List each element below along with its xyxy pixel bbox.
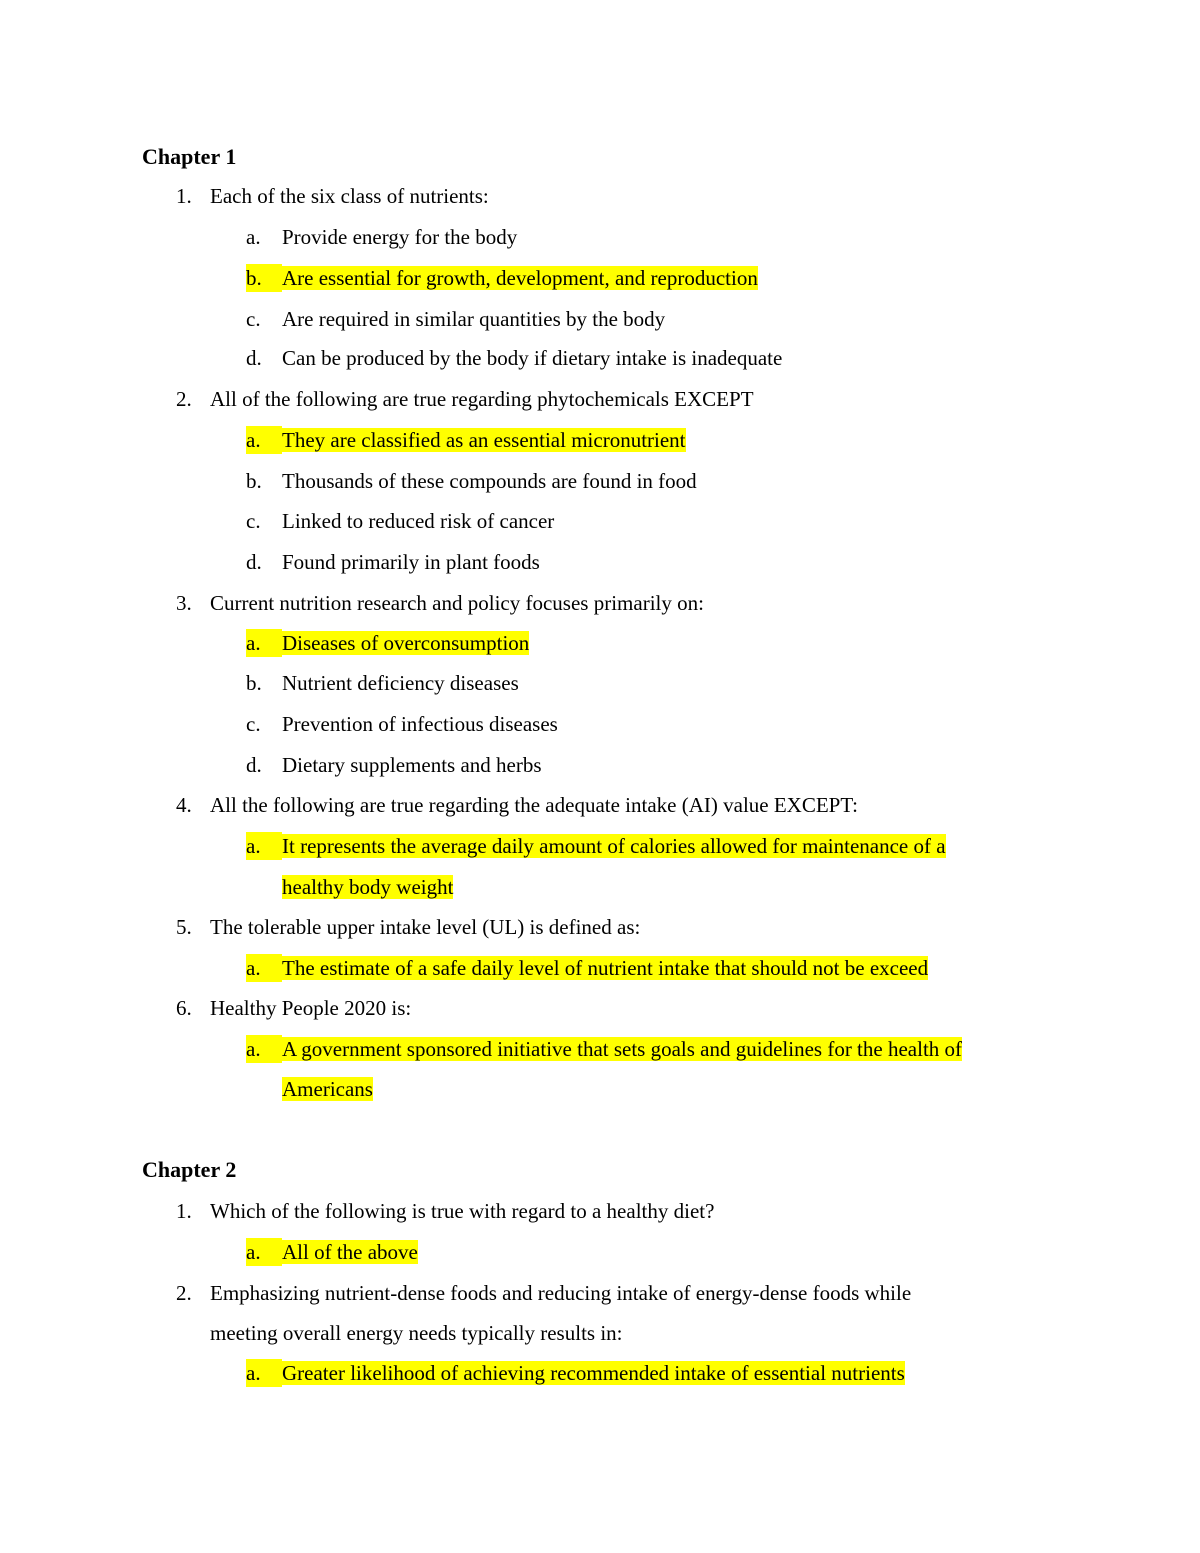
- question-text: All the following are true regarding the adequate intake (AI) value EXCEPT:: [210, 793, 858, 817]
- answer-option-correct: [246, 954, 928, 982]
- question-text: Emphasizing nutrient-dense foods and reducing intake of energy-dense foods while: [210, 1281, 912, 1305]
- answer-letter: d.: [246, 753, 262, 777]
- answer-option: [246, 223, 517, 251]
- answer-option: [246, 305, 665, 333]
- answer-letter: a.: [246, 954, 282, 982]
- question-number: 3.: [176, 591, 192, 615]
- answer-text: Dietary supplements and herbs: [282, 753, 542, 777]
- answer-text: Found primarily in plant foods: [282, 550, 540, 574]
- answer-letter: d.: [246, 346, 262, 370]
- answer-letter: c.: [246, 712, 261, 736]
- question-number: 1.: [176, 184, 192, 208]
- answer-option-correct: [246, 426, 686, 454]
- answer-letter: c.: [246, 307, 261, 331]
- answer-option-continuation: [246, 873, 453, 901]
- chapter-heading: Chapter 1: [142, 144, 237, 169]
- answer-text: Provide energy for the body: [282, 225, 518, 249]
- answer-letter: a.: [246, 629, 282, 657]
- question-text: The tolerable upper intake level (UL) is defined as:: [210, 915, 641, 939]
- question-number: 1.: [176, 1199, 192, 1223]
- question-text: Healthy People 2020 is:: [210, 996, 412, 1020]
- answer-text: A government sponsored initiative that sets goals and guidelines for the health of: [282, 1037, 963, 1061]
- answer-option-correct: [246, 1359, 905, 1387]
- answer-text: They are classified as an essential micronutrient: [282, 428, 686, 452]
- answer-letter: a.: [246, 832, 282, 860]
- answer-letter: c.: [246, 509, 261, 533]
- answer-letter: a.: [246, 1359, 282, 1387]
- chapter-heading: Chapter 2: [142, 1157, 237, 1182]
- question-number: 5.: [176, 915, 192, 939]
- answer-text: It represents the average daily amount of calories allowed for maintenance of a: [282, 834, 946, 858]
- answer-text-continued: healthy body weight: [282, 875, 454, 899]
- answer-text: Greater likelihood of achieving recommended intake of essential nutrients: [282, 1361, 905, 1385]
- answer-text: The estimate of a safe daily level of nutrient intake that should not be exceed: [282, 956, 929, 980]
- answer-text-continued: Americans: [282, 1077, 373, 1101]
- question-number: 2.: [176, 387, 192, 411]
- answer-option: [246, 344, 782, 372]
- answer-option-correct: [246, 1035, 962, 1063]
- answer-option: [246, 669, 519, 697]
- answer-text: All of the above: [282, 1240, 418, 1264]
- answer-text: Are essential for growth, development, and reproduction: [282, 266, 758, 290]
- question-text: Each of the six class of nutrients:: [210, 184, 489, 208]
- answer-text: Are required in similar quantities by the body: [282, 307, 666, 331]
- answer-option: [246, 751, 542, 779]
- answer-option-correct: [246, 832, 946, 860]
- answer-letter: b.: [246, 264, 282, 292]
- answer-letter: a.: [246, 426, 282, 454]
- answer-text: Nutrient deficiency diseases: [282, 671, 519, 695]
- answer-text: Linked to reduced risk of cancer: [282, 509, 555, 533]
- answer-option: [246, 507, 554, 535]
- answer-option-correct: [246, 264, 758, 292]
- answer-letter: b.: [246, 671, 262, 695]
- question-text: Current nutrition research and policy focuses primarily on:: [210, 591, 704, 615]
- question-number: 6.: [176, 996, 192, 1020]
- answer-text: Prevention of infectious diseases: [282, 712, 558, 736]
- answer-option-correct: [246, 629, 529, 657]
- answer-letter: b.: [246, 469, 262, 493]
- question-number: 4.: [176, 793, 192, 817]
- answer-option-continuation: [246, 1075, 373, 1103]
- question-text: All of the following are true regarding phytochemicals EXCEPT: [210, 387, 754, 411]
- answer-option: [246, 710, 558, 738]
- answer-letter: d.: [246, 550, 262, 574]
- answer-option: [246, 548, 540, 576]
- question-text: Which of the following is true with regard to a healthy diet?: [210, 1199, 715, 1223]
- answer-option: [246, 467, 697, 495]
- question-text-continued: meeting overall energy needs typically results in:: [210, 1321, 623, 1345]
- answer-option-correct: [246, 1238, 418, 1266]
- answer-letter: a.: [246, 1238, 282, 1266]
- answer-letter: a.: [246, 1035, 282, 1063]
- answer-text: Thousands of these compounds are found in food: [282, 469, 697, 493]
- answer-text: Diseases of overconsumption: [282, 631, 530, 655]
- question-number: 2.: [176, 1281, 192, 1305]
- answer-letter: a.: [246, 225, 261, 249]
- answer-text: Can be produced by the body if dietary intake is inadequate: [282, 346, 783, 370]
